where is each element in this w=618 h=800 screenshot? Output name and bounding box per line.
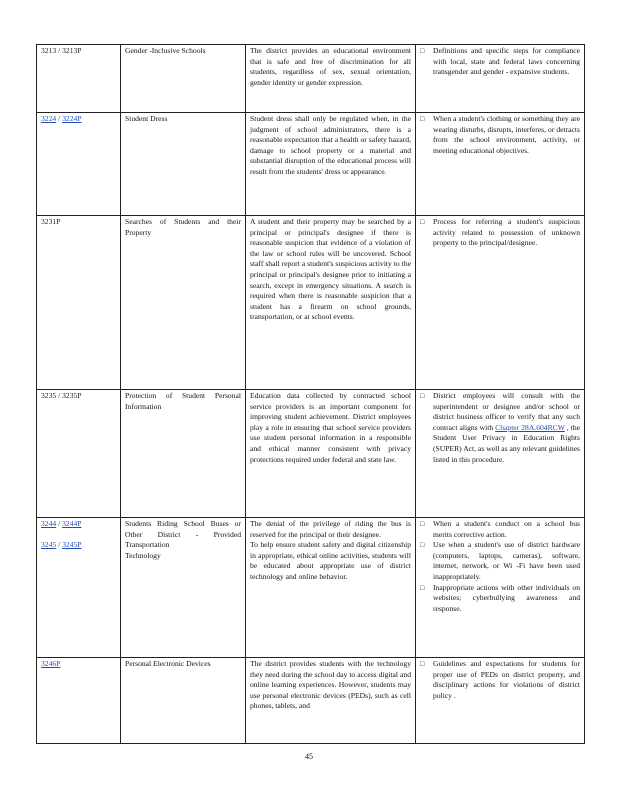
policy-title: Personal Electronic Devices [125, 659, 211, 668]
list-item [420, 519, 580, 540]
policy-description-cell [246, 113, 416, 216]
policy-title-cell [121, 518, 246, 658]
policy-number: 3235 [41, 391, 57, 400]
procedure-number-link[interactable]: 3244P [62, 519, 82, 528]
checkbox-bullet-icon: □ [420, 583, 425, 592]
bullet-text: Inappropriate actions with other individuals on websites; cyberbullying awareness and response. [433, 582, 580, 613]
procedure-number-link[interactable]: 3246P [41, 659, 61, 668]
table-row [37, 658, 585, 744]
policy-number-link[interactable]: 3244 [41, 519, 57, 528]
list-item [420, 540, 580, 582]
policy-number-cell [37, 45, 121, 113]
policy-notes-cell [416, 658, 585, 744]
policy-number-link[interactable]: 3245 [41, 539, 57, 549]
procedure-number: 3231P [41, 217, 61, 226]
policy-notes-cell [416, 216, 585, 390]
policy-title-cell [121, 658, 246, 744]
procedure-number: 3213P [62, 46, 82, 55]
policy-title-cell [121, 216, 246, 390]
policy-title: Protection of Student Personal Information [125, 391, 241, 411]
policy-table [36, 44, 585, 744]
policy-number-cell [37, 658, 121, 744]
policy-description: Education data collected by contracted school service providers is an important component for improving student achievement. District employees play a role in ensuring that school service providers use student personal information in a responsible and ethical manner consistent with privacy protections required under federal and state law. [250, 391, 411, 464]
policy-number-cell [37, 390, 121, 518]
policy-description-cell [246, 390, 416, 518]
number-separator: / [56, 391, 63, 400]
procedure-number-link[interactable]: 3224P [62, 114, 82, 123]
policy-description-cell [246, 45, 416, 113]
policy-description: To help ensure student safety and digital citizenship in appropriate, ethical online activities, students will be educated about appropriate use of district technology and online behavior. [250, 540, 411, 581]
policy-title: Gender -Inclusive Schools [125, 46, 206, 55]
bullet-text: Guidelines and expectations for students for proper use of PEDs on district property, and disciplinary actions for violations of district policy . [433, 659, 580, 700]
checkbox-bullet-icon: □ [420, 660, 425, 668]
policy-number-cell [37, 216, 121, 390]
policy-description-cell [246, 216, 416, 390]
policy-description-cell [246, 658, 416, 744]
policy-title: Students Riding School Buses or Other District - Provided Transportation [125, 519, 241, 550]
list-item [420, 114, 580, 156]
number-separator: / [56, 519, 63, 528]
checkbox-bullet-icon: □ [420, 520, 425, 528]
policy-description: The district provides students with the technology they need during the school day to access digital and online learning experiences. However, students may use personal electronic devices (PEDs), such as cell phones, tablets, and [250, 659, 411, 711]
policy-number-cell [37, 518, 121, 658]
policy-title: Student Dress [125, 114, 168, 123]
bullet-text: District employees will consult with the superintendent or designee and/or school or district business officer to verify that any such contract aligns with [433, 391, 580, 432]
table-row [37, 45, 585, 113]
list-item [420, 217, 580, 249]
table-row [37, 216, 585, 390]
table-row [37, 518, 585, 658]
bullet-text: When a student's clothing or something they are wearing disturbs, disrupts, interferes, or detracts from the school environment, activity, or meeting educational objectives. [433, 114, 580, 155]
policy-title: Technology [125, 550, 161, 560]
table-row [37, 113, 585, 216]
bullet-text: Process for referring a student's suspicious activity related to possession of unknown property to the principal/designee. [433, 217, 580, 248]
policy-notes-cell [416, 45, 585, 113]
number-separator: / [56, 114, 63, 123]
policy-notes-cell [416, 390, 585, 518]
page-number: 45 [305, 752, 313, 761]
policy-description: Student dress shall only be regulated when, in the judgment of school administrators, there is a reasonable expectation that a health or safety hazard, damage to school property or a material and substantial disruption of the educational process will result from the students' dress or appearance. [250, 114, 411, 176]
checkbox-bullet-icon: □ [420, 218, 425, 226]
policy-number-cell [37, 113, 121, 216]
policy-number: 3213 [41, 46, 57, 55]
table-row [37, 390, 585, 518]
policy-title-cell [121, 45, 246, 113]
bullet-text-continued: , the Student User Privacy in Education Rights (SUPER) Act, as well as any relevant guidelines listed in this procedure. [433, 422, 580, 464]
checkbox-bullet-icon: □ [420, 115, 425, 123]
policy-title-cell [121, 390, 246, 518]
list-item [420, 46, 580, 78]
checkbox-bullet-icon: □ [420, 392, 425, 400]
policy-notes-cell [416, 113, 585, 216]
number-separator: / [56, 46, 63, 55]
list-item [420, 659, 580, 701]
policy-description: The district provides an educational environment that is safe and free of discrimination for all students, regardless of sex, sexual orientation, gender identity or gender expression. [250, 46, 411, 87]
policy-description: A student and their property may be searched by a principal or principal's designee if there is reasonable suspicion that evidence of a violation of the law or school rules will be uncovered. School staff shall report a student's suspicious activity to the principal or principal's designee prior to initiating a search, except in emergency situations. A search is required when there is reasonable suspicion that a student has a firearm on school grounds, transportation, or at school events. [250, 217, 411, 322]
checkbox-bullet-icon: □ [420, 47, 425, 55]
policy-title-cell [121, 113, 246, 216]
policy-description-cell [246, 518, 416, 658]
bullet-text: Use when a student's use of district hardware (computers, laptops, cameras), software, internet, network, or Wi -Fi have been used inappropriately. [433, 540, 580, 581]
list-item [420, 391, 580, 465]
rcw-chapter-link[interactable]: Chapter 28A.604RCW [495, 422, 565, 432]
policy-number-link[interactable]: 3224 [41, 114, 57, 123]
list-item [420, 583, 580, 615]
procedure-number-link[interactable]: 3245P [62, 539, 82, 549]
procedure-number: 3235P [62, 391, 82, 400]
number-separator: / [56, 539, 63, 549]
policy-description: The denial of the privilege of riding the bus is reserved for the principal or their designee. [250, 519, 411, 539]
bullet-text: Definitions and specific steps for compliance with local, state and federal laws concerning transgender and gender - expansive students. [433, 46, 580, 77]
bullet-text: When a student's conduct on a school bus merits corrective action. [433, 519, 580, 539]
checkbox-bullet-icon: □ [420, 541, 425, 550]
policy-title: Searches of Students and their Property [125, 217, 241, 237]
policy-notes-cell [416, 518, 585, 658]
